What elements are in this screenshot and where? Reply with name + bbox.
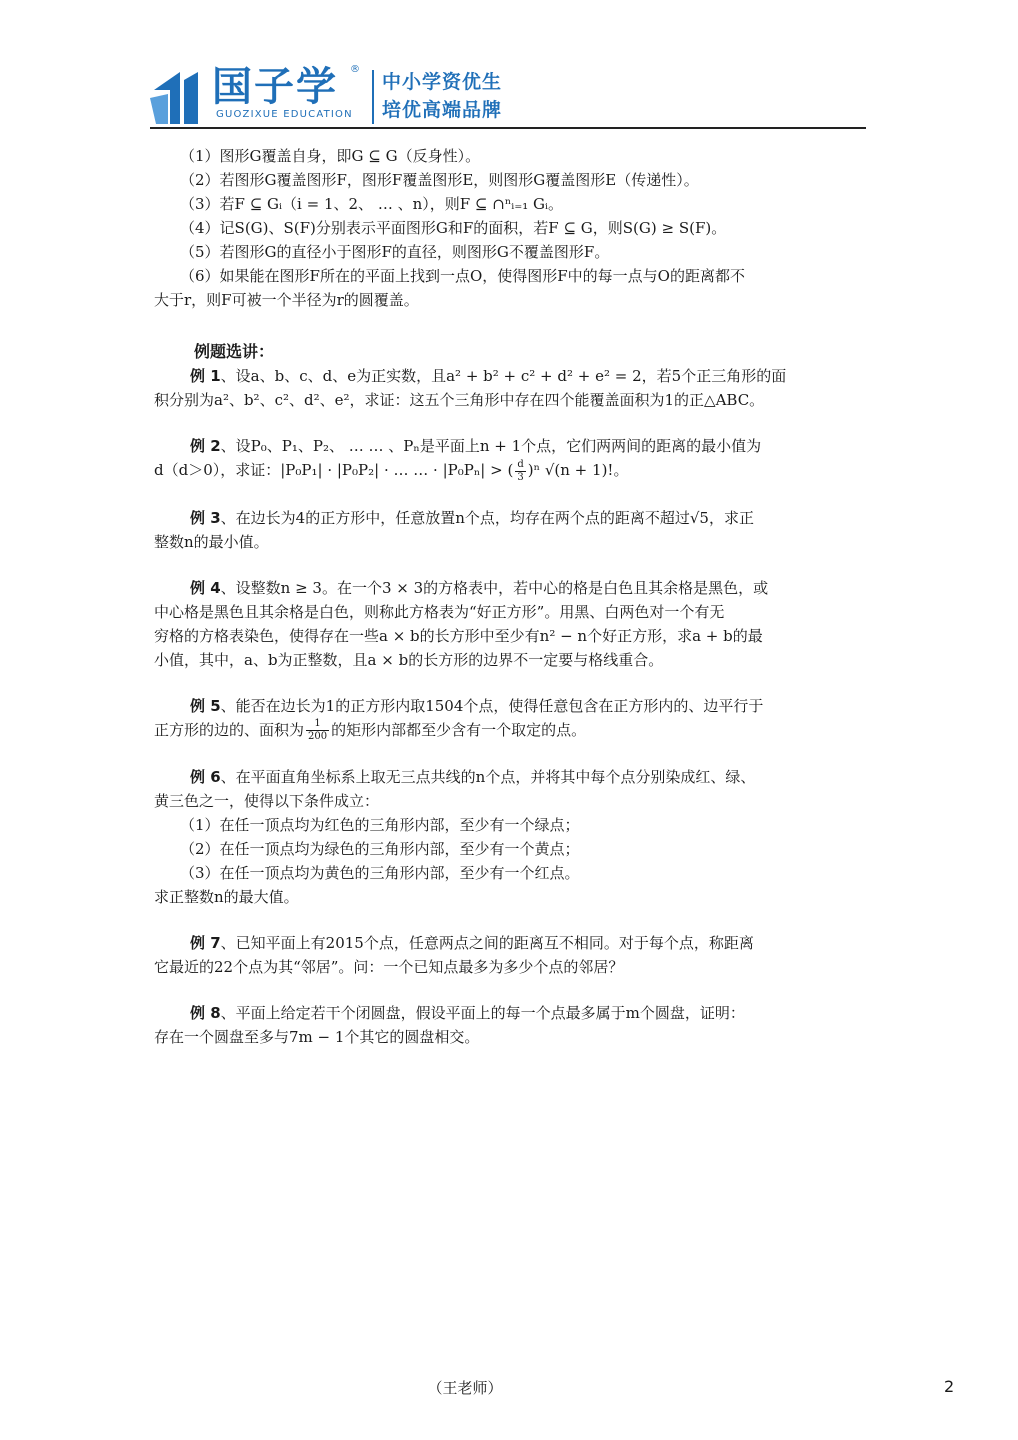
example-8-line-1: 、平面上给定若干个闭圆盘，假设平面上的每一个点最多属于m个圆盘，证明： [220, 1004, 745, 1022]
property-1: （1）图形G覆盖自身，即G ⊆ G（反身性）。 [180, 147, 481, 165]
property-2: （2）若图形G覆盖图形F，图形F覆盖图形E，则图形G覆盖图形E（传递性）。 [180, 171, 699, 189]
header-divider [372, 70, 374, 124]
slogan-line-2: 培优高端品牌 [382, 99, 503, 121]
example-5-fraction [306, 718, 329, 743]
property-6: （6）如果能在图形F所在的平面上找到一点O，使得图形F中的每一点与O的距离都不 [180, 267, 745, 285]
brand-name: 国子学 [212, 64, 338, 110]
example-2-line-2 [154, 458, 868, 484]
example-6-question: 求正整数n的最大值。 [154, 888, 299, 906]
guozixue-logo-icon [150, 68, 208, 128]
example-8-label: 例 8 [190, 1004, 221, 1022]
fraction-numerator: 1 [306, 718, 329, 731]
header-rule [150, 127, 866, 129]
example-1-line-1: 、设a、b、c、d、e为正实数，且a² + b² + c² + d² + e² = 2，若5个正三角形的面 [220, 367, 787, 385]
example-5-label: 例 5 [190, 696, 221, 715]
example-6-line-2: 黄三色之一，使得以下条件成立： [154, 792, 380, 810]
fraction-denominator: 200 [308, 731, 328, 742]
example-7-line-2: 它最近的22个点为其“邻居”。问：一个已知点最多为多少个点的邻居？ [154, 958, 624, 976]
example-6-condition-1: （1）在任一顶点均为红色的三角形内部，至少有一个绿点； [180, 816, 580, 834]
example-1-label: 例 1 [190, 367, 221, 385]
example-6-condition-2: （2）在任一顶点均为绿色的三角形内部，至少有一个黄点； [180, 840, 580, 858]
example-3-line-1: 、在边长为4的正方形中，任意放置n个点，均存在两个点的距离不超过√5，求正 [220, 508, 754, 527]
example-6 [154, 765, 868, 789]
example-4-line-4: 小值，其中，a、b为正整数，且a × b的长方形的边界不一定要与格线重合。 [154, 650, 664, 669]
example-4-line-3: 穷格的方格表染色，使得存在一些a × b的长方形中至少有n² − n个好正方形，求a + b的最 [154, 626, 763, 645]
example-7 [154, 931, 868, 955]
example-6-line-1: 、在平面直角坐标系上取无三点共线的n个点，并将其中每个点分别染成红、绿、 [220, 768, 756, 786]
example-8-line-2: 存在一个圆盘至多与7m − 1个其它的圆盘相交。 [154, 1028, 480, 1046]
example-2-fraction [515, 459, 525, 484]
property-6-continued: 大于r，则F可被一个半径为r的圆覆盖。 [154, 291, 419, 309]
slogan-line-1: 中小学资优生 [382, 71, 503, 93]
example-7-label: 例 7 [190, 934, 221, 952]
page-number: 2 [944, 1377, 955, 1396]
example-4-label: 例 4 [190, 578, 221, 597]
example-5-line-2 [154, 718, 868, 744]
example-7-line-1: 、已知平面上有2015个点，任意两点之间的距离互不相同。对于每个点，称距离 [220, 934, 754, 952]
section-title: 例题选讲： [194, 342, 275, 361]
example-3-line-2: 整数n的最小值。 [154, 532, 269, 551]
example-5 [154, 694, 868, 718]
example-3-label: 例 3 [190, 508, 221, 527]
example-5-line-2-prefix: 正方形的边的、面积为 [154, 720, 305, 739]
example-2-line-1: 、设P₀、P₁、P₂、 … … 、Pₙ是平面上n + 1个点，它们两两间的距离的最小值为 [220, 437, 762, 455]
example-6-label: 例 6 [190, 768, 221, 786]
fraction-numerator: d [517, 458, 524, 470]
example-2 [154, 434, 868, 458]
brand-english-name: GUOZIXUE EDUCATION [216, 109, 353, 120]
example-8 [154, 1001, 868, 1025]
property-4: （4）记S(G)、S(F)分别表示平面图形G和F的面积，若F ⊆ G，则S(G) ≥ S(F)。 [180, 219, 727, 237]
header [150, 62, 870, 132]
example-4 [154, 576, 868, 600]
example-4-line-1: 、设整数n ≥ 3。在一个3 × 3的方格表中，若中心的格是白色且其余格是黑色，或 [220, 578, 769, 597]
example-2-line-2-prefix: d（d＞0），求证：|P₀P₁| · |P₀P₂| · … … · |P₀Pₙ| > ( [154, 461, 514, 479]
example-5-line-1: 、能否在边长为1的正方形内取1504个点，使得任意包含在正方形内的、边平行于 [220, 696, 764, 715]
example-5-line-2-suffix: 的矩形内部都至少含有一个取定的点。 [331, 720, 587, 739]
document-body [154, 144, 868, 1049]
registered-mark: ® [350, 64, 360, 75]
example-1-line-2: 积分别为a²、b²、c²、d²、e²，求证：这五个三角形中存在四个能覆盖面积为1的正△ABC。 [154, 391, 765, 409]
example-4-line-2: 中心格是黑色且其余格是白色，则称此方格表为“好正方形”。用黑、白两色对一个有无 [154, 602, 725, 621]
property-3: （3）若F ⊆ Gᵢ（i = 1、2、 … 、n），则F ⊆ ∩ⁿᵢ₌₁ Gᵢ。 [180, 195, 564, 213]
example-2-line-2-suffix: )ⁿ √(n + 1)!。 [527, 461, 629, 479]
example-6-condition-3: （3）在任一顶点均为黄色的三角形内部，至少有一个红点。 [180, 864, 580, 882]
example-3 [154, 506, 868, 530]
footer-teacher: （王老师） [427, 1379, 503, 1397]
fraction-denominator: 3 [517, 471, 524, 483]
example-2-label: 例 2 [190, 437, 221, 455]
property-5: （5）若图形G的直径小于图形F的直径，则图形G不覆盖图形F。 [180, 243, 610, 261]
example-1 [154, 364, 868, 388]
